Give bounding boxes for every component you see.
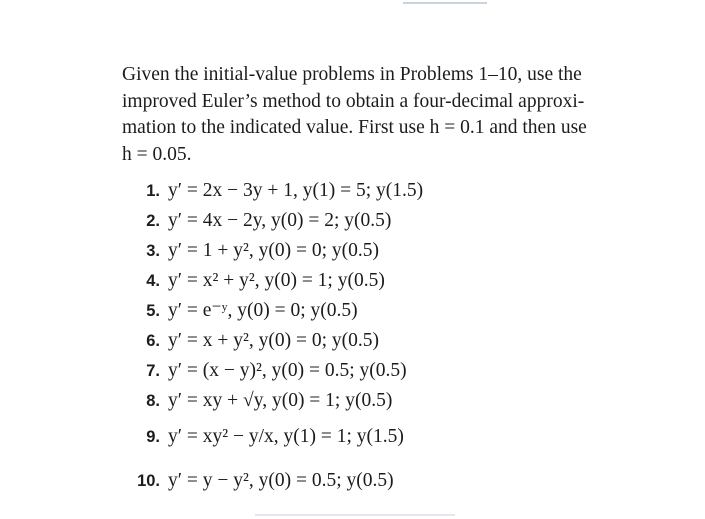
problem-item bbox=[128, 386, 392, 416]
problem-equation: y′ = x² + y², y(0) = 1; y(0.5) bbox=[168, 270, 385, 291]
problem-number: 9. bbox=[146, 428, 160, 446]
instructions-line: Given the initial-value problems in Problems 1–10, use the bbox=[122, 64, 582, 85]
top-divider bbox=[403, 2, 487, 4]
problem-equation: y′ = (x − y)², y(0) = 0.5; y(0.5) bbox=[168, 360, 407, 381]
problem-item bbox=[128, 296, 358, 326]
problem-number: 10. bbox=[137, 472, 160, 490]
problem-item bbox=[128, 176, 423, 206]
problem-item bbox=[128, 206, 391, 236]
problem-number: 5. bbox=[146, 302, 160, 320]
problem-number: 8. bbox=[146, 392, 160, 410]
problem-equation: y′ = 1 + y², y(0) = 0; y(0.5) bbox=[168, 240, 379, 261]
problem-equation: y′ = y − y², y(0) = 0.5; y(0.5) bbox=[168, 470, 394, 491]
problem-item bbox=[128, 422, 404, 452]
problem-number: 3. bbox=[146, 242, 160, 260]
problem-item bbox=[128, 266, 385, 296]
instructions-line: mation to the indicated value. First use h = 0.1 and then use bbox=[122, 117, 587, 138]
problem-item bbox=[128, 326, 379, 356]
problem-equation: y′ = e⁻ʸ, y(0) = 0; y(0.5) bbox=[168, 300, 358, 321]
problem-equation: y′ = 2x − 3y + 1, y(1) = 5; y(1.5) bbox=[168, 180, 424, 201]
instructions-paragraph bbox=[122, 62, 682, 168]
instructions-line: h = 0.05. bbox=[122, 143, 192, 165]
problem-number: 7. bbox=[146, 362, 160, 380]
problem-number: 1. bbox=[146, 182, 160, 200]
problem-item bbox=[128, 356, 407, 386]
problem-item bbox=[128, 236, 379, 266]
problem-number: 2. bbox=[146, 212, 160, 230]
problem-item bbox=[128, 466, 394, 496]
problem-equation: y′ = 4x − 2y, y(0) = 2; y(0.5) bbox=[168, 210, 392, 231]
bottom-divider bbox=[255, 514, 455, 516]
problem-equation: y′ = xy² − y/x, y(1) = 1; y(1.5) bbox=[168, 426, 404, 447]
problem-equation: y′ = xy + √y, y(0) = 1; y(0.5) bbox=[168, 390, 393, 411]
problem-number: 4. bbox=[146, 272, 160, 290]
instructions-line: improved Euler’s method to obtain a four-decimal approxi- bbox=[122, 90, 585, 112]
problem-equation: y′ = x + y², y(0) = 0; y(0.5) bbox=[168, 330, 379, 351]
problem-number: 6. bbox=[146, 332, 160, 350]
